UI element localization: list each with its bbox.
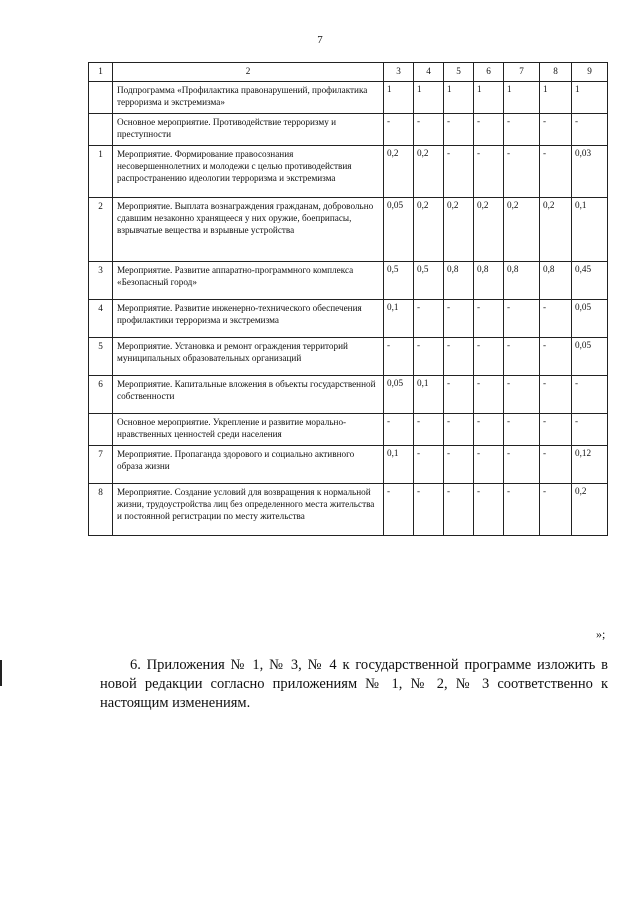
- value-cell: 0,2: [572, 483, 608, 535]
- value-cell: -: [474, 299, 504, 337]
- closing-quote: »;: [596, 627, 606, 641]
- value-cell: 0,05: [572, 299, 608, 337]
- value-cell: -: [444, 145, 474, 197]
- value-cell: 0,05: [572, 337, 608, 375]
- value-cell: -: [504, 375, 540, 413]
- value-cell: 0,8: [444, 261, 474, 299]
- value-cell: -: [444, 445, 474, 483]
- page-edge-mark: [0, 660, 2, 686]
- row-number-cell: 3: [89, 261, 113, 299]
- value-cell: -: [540, 145, 572, 197]
- table-row: [89, 375, 608, 413]
- header-cell: 2: [113, 63, 384, 82]
- value-cell: -: [384, 337, 414, 375]
- value-cell: -: [444, 113, 474, 145]
- value-cell: 0,2: [384, 145, 414, 197]
- value-cell: -: [414, 299, 444, 337]
- value-cell: 0,2: [474, 197, 504, 261]
- value-cell: 0,1: [384, 445, 414, 483]
- table-row: [89, 483, 608, 535]
- value-cell: 0,2: [414, 145, 444, 197]
- activity-name-cell: Основное мероприятие. Укрепление и развитие морально-нравственных ценностей среди населения: [113, 413, 384, 445]
- row-number-cell: 8: [89, 483, 113, 535]
- value-cell: 0,2: [504, 197, 540, 261]
- value-cell: 0,5: [414, 261, 444, 299]
- row-number-cell: 2: [89, 197, 113, 261]
- value-cell: 0,1: [384, 299, 414, 337]
- value-cell: -: [504, 413, 540, 445]
- activity-name-cell: Мероприятие. Капитальные вложения в объекты государственной собственности: [113, 375, 384, 413]
- row-number-cell: 7: [89, 445, 113, 483]
- value-cell: 0,1: [414, 375, 444, 413]
- value-cell: -: [474, 375, 504, 413]
- activity-name-cell: Подпрограмма «Профилактика правонарушений, профилактика терроризма и экстремизма»: [113, 82, 384, 114]
- value-cell: -: [414, 483, 444, 535]
- table-header-row: [89, 63, 608, 82]
- table-row: [89, 82, 608, 114]
- row-number-cell: [89, 413, 113, 445]
- value-cell: -: [444, 375, 474, 413]
- header-cell: 9: [572, 63, 608, 82]
- value-cell: -: [474, 113, 504, 145]
- value-cell: 0,2: [444, 197, 474, 261]
- value-cell: -: [540, 299, 572, 337]
- value-cell: 0,2: [414, 197, 444, 261]
- value-cell: -: [474, 483, 504, 535]
- value-cell: 0,5: [384, 261, 414, 299]
- value-cell: 0,05: [384, 375, 414, 413]
- value-cell: 1: [474, 82, 504, 114]
- value-cell: -: [572, 375, 608, 413]
- header-cell: 5: [444, 63, 474, 82]
- activity-name-cell: Мероприятие. Развитие аппаратно-программного комплекса «Безопасный город»: [113, 261, 384, 299]
- activity-name-cell: Мероприятие. Пропаганда здорового и социально активного образа жизни: [113, 445, 384, 483]
- value-cell: -: [474, 337, 504, 375]
- value-cell: -: [474, 445, 504, 483]
- value-cell: -: [444, 299, 474, 337]
- value-cell: -: [384, 483, 414, 535]
- value-cell: -: [414, 445, 444, 483]
- table-row: [89, 299, 608, 337]
- value-cell: -: [444, 337, 474, 375]
- value-cell: -: [504, 445, 540, 483]
- page-number: 7: [317, 34, 323, 46]
- value-cell: 1: [414, 82, 444, 114]
- row-number-cell: 4: [89, 299, 113, 337]
- value-cell: 0,1: [572, 197, 608, 261]
- value-cell: -: [504, 337, 540, 375]
- header-cell: 6: [474, 63, 504, 82]
- value-cell: -: [572, 113, 608, 145]
- value-cell: -: [474, 413, 504, 445]
- row-number-cell: [89, 82, 113, 114]
- value-cell: -: [540, 483, 572, 535]
- value-cell: 0,8: [504, 261, 540, 299]
- activity-name-cell: Мероприятие. Формирование правосознания несовершеннолетних и молодежи с целью противодействия распространению идеологии терроризма и экстремизма: [113, 145, 384, 197]
- activity-name-cell: Мероприятие. Создание условий для возвращения к нормальной жизни, трудоустройства лиц без определенного места жительства и постоянной регистрации по месту жительства: [113, 483, 384, 535]
- row-number-cell: 6: [89, 375, 113, 413]
- value-cell: 0,2: [540, 197, 572, 261]
- value-cell: 1: [504, 82, 540, 114]
- value-cell: -: [540, 337, 572, 375]
- value-cell: -: [540, 445, 572, 483]
- table-row: [89, 197, 608, 261]
- value-cell: -: [414, 113, 444, 145]
- table-row: [89, 261, 608, 299]
- table-row: [89, 337, 608, 375]
- row-number-cell: 5: [89, 337, 113, 375]
- program-table: [88, 62, 608, 536]
- value-cell: -: [504, 483, 540, 535]
- value-cell: 0,8: [540, 261, 572, 299]
- table-row: [89, 445, 608, 483]
- table-row: [89, 413, 608, 445]
- row-number-cell: [89, 113, 113, 145]
- header-cell: 1: [89, 63, 113, 82]
- activity-name-cell: Мероприятие. Установка и ремонт ограждения территорий муниципальных образовательных организаций: [113, 337, 384, 375]
- activity-name-cell: Мероприятие. Развитие инженерно-технического обеспечения профилактики терроризма и экстремизма: [113, 299, 384, 337]
- value-cell: -: [384, 413, 414, 445]
- value-cell: -: [540, 413, 572, 445]
- value-cell: -: [474, 145, 504, 197]
- value-cell: 0,05: [384, 197, 414, 261]
- value-cell: -: [504, 145, 540, 197]
- row-number-cell: 1: [89, 145, 113, 197]
- value-cell: 0,45: [572, 261, 608, 299]
- value-cell: 0,12: [572, 445, 608, 483]
- value-cell: -: [414, 413, 444, 445]
- header-cell: 8: [540, 63, 572, 82]
- value-cell: 0,8: [474, 261, 504, 299]
- header-cell: 7: [504, 63, 540, 82]
- value-cell: -: [444, 483, 474, 535]
- activity-name-cell: Мероприятие. Выплата вознаграждения гражданам, добровольно сдавшим незаконно хранящееся у них оружие, боеприпасы, взрывчатые вещества и взрывные устройства: [113, 197, 384, 261]
- value-cell: 0,03: [572, 145, 608, 197]
- value-cell: -: [414, 337, 444, 375]
- value-cell: 1: [540, 82, 572, 114]
- header-cell: 3: [384, 63, 414, 82]
- value-cell: -: [384, 113, 414, 145]
- value-cell: 1: [572, 82, 608, 114]
- table-row: [89, 145, 608, 197]
- activity-name-cell: Основное мероприятие. Противодействие терроризму и преступности: [113, 113, 384, 145]
- table-row: [89, 113, 608, 145]
- value-cell: 1: [444, 82, 474, 114]
- value-cell: -: [572, 413, 608, 445]
- value-cell: 1: [384, 82, 414, 114]
- header-cell: 4: [414, 63, 444, 82]
- value-cell: -: [504, 113, 540, 145]
- value-cell: -: [504, 299, 540, 337]
- value-cell: -: [444, 413, 474, 445]
- amendment-paragraph: 6. Приложения № 1, № 3, № 4 к государственной программе изложить в новой редакции согласно приложениям № 1, № 2, № 3 соответственно к настоящим изменениям.: [100, 657, 608, 711]
- value-cell: -: [540, 113, 572, 145]
- value-cell: -: [540, 375, 572, 413]
